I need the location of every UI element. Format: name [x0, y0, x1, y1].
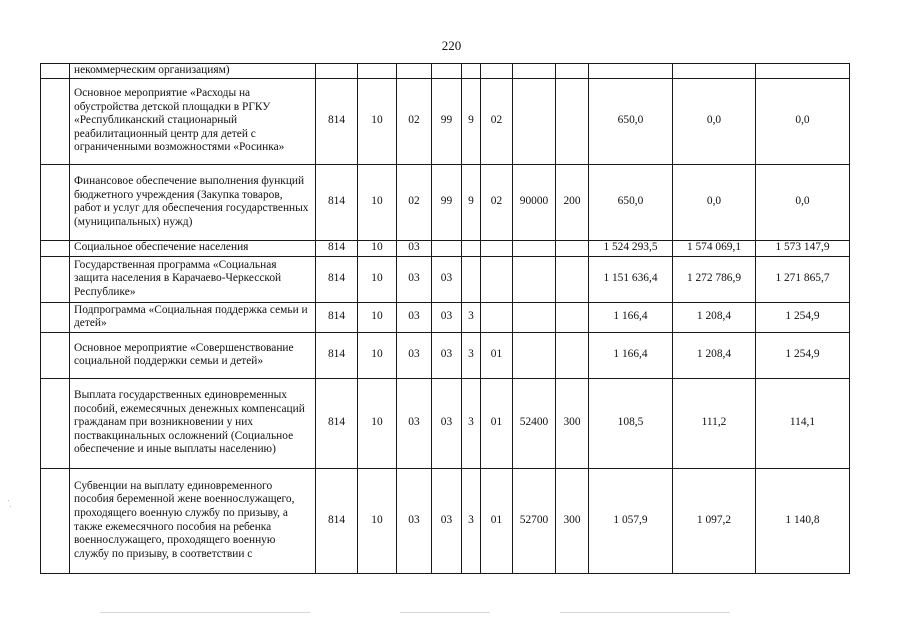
row-name-cell: Государственная программа «Социальная защита населения в Карачаево-Черкесской Республике» [70, 256, 316, 302]
table-body [41, 64, 850, 574]
table-row [41, 378, 850, 468]
row-index-cell [41, 468, 70, 573]
amount-year2-cell: 0,0 [673, 78, 756, 164]
subprogram-code-cell [462, 256, 481, 302]
event-code-cell: 01 [481, 468, 513, 573]
event-code-cell [481, 64, 513, 79]
row-name-cell: Финансовое обеспечение выполнения функций бюджетного учреждения (Закупка товаров, работ и услуг для обеспечения государственных (муниципальных) нужд) [70, 164, 316, 240]
grbs-code-cell: 814 [316, 378, 358, 468]
subsection-code-cell: 02 [397, 164, 432, 240]
expense-type-cell [556, 256, 589, 302]
subsection-code-cell [397, 64, 432, 79]
amount-year1-cell: 1 166,4 [589, 302, 673, 332]
subprogram-code-cell [462, 240, 481, 256]
amount-year3-cell: 1 254,9 [756, 332, 850, 378]
program-code-cell: 99 [432, 164, 462, 240]
event-code-cell: 01 [481, 378, 513, 468]
amount-year3-cell: 1 140,8 [756, 468, 850, 573]
row-index-cell [41, 240, 70, 256]
amount-year1-cell: 650,0 [589, 78, 673, 164]
subprogram-code-cell: 9 [462, 78, 481, 164]
program-code-cell: 03 [432, 378, 462, 468]
expense-type-cell [556, 332, 589, 378]
program-code-cell [432, 240, 462, 256]
subprogram-code-cell [462, 64, 481, 79]
expense-type-cell: 300 [556, 378, 589, 468]
subsection-code-cell: 03 [397, 240, 432, 256]
program-code-cell: 03 [432, 332, 462, 378]
section-code-cell: 10 [358, 256, 397, 302]
expense-direction-cell: 52400 [513, 378, 556, 468]
row-index-cell [41, 302, 70, 332]
row-index-cell [41, 256, 70, 302]
event-code-cell: 01 [481, 332, 513, 378]
table-row [41, 240, 850, 256]
subsection-code-cell: 03 [397, 302, 432, 332]
grbs-code-cell: 814 [316, 468, 358, 573]
grbs-code-cell [316, 64, 358, 79]
amount-year2-cell: 1 208,4 [673, 332, 756, 378]
program-code-cell: 03 [432, 468, 462, 573]
amount-year2-cell: 1 272 786,9 [673, 256, 756, 302]
program-code-cell [432, 64, 462, 79]
amount-year1-cell: 1 151 636,4 [589, 256, 673, 302]
expense-direction-cell [513, 256, 556, 302]
program-code-cell: 03 [432, 302, 462, 332]
row-name-cell: Основное мероприятие «Расходы на обустройства детской площадки в РГКУ «Республиканский стационарный реабилитационный центр для детей с ограниченными возможностями «Росинка» [70, 78, 316, 164]
row-index-cell [41, 332, 70, 378]
expense-direction-cell: 52700 [513, 468, 556, 573]
expense-direction-cell: 90000 [513, 164, 556, 240]
expense-direction-cell [513, 332, 556, 378]
subsection-code-cell: 02 [397, 78, 432, 164]
grbs-code-cell: 814 [316, 256, 358, 302]
grbs-code-cell: 814 [316, 240, 358, 256]
expense-direction-cell [513, 78, 556, 164]
expense-direction-cell [513, 302, 556, 332]
section-code-cell: 10 [358, 332, 397, 378]
amount-year3-cell [756, 64, 850, 79]
subprogram-code-cell: 3 [462, 332, 481, 378]
expense-type-cell [556, 64, 589, 79]
event-code-cell: 02 [481, 164, 513, 240]
event-code-cell [481, 240, 513, 256]
subsection-code-cell: 03 [397, 378, 432, 468]
grbs-code-cell: 814 [316, 78, 358, 164]
amount-year2-cell: 0,0 [673, 164, 756, 240]
table-row [41, 64, 850, 79]
expense-type-cell [556, 78, 589, 164]
event-code-cell [481, 302, 513, 332]
subprogram-code-cell: 3 [462, 378, 481, 468]
amount-year1-cell: 1 057,9 [589, 468, 673, 573]
row-index-cell [41, 164, 70, 240]
subprogram-code-cell: 3 [462, 468, 481, 573]
section-code-cell: 10 [358, 302, 397, 332]
amount-year1-cell: 1 166,4 [589, 332, 673, 378]
amount-year3-cell: 0,0 [756, 164, 850, 240]
amount-year2-cell: 1 574 069,1 [673, 240, 756, 256]
amount-year1-cell: 108,5 [589, 378, 673, 468]
page-number: 220 [441, 38, 462, 53]
budget-table [40, 63, 850, 574]
subsection-code-cell: 03 [397, 332, 432, 378]
row-name-cell: Основное мероприятие «Совершенствование социальной поддержки семьи и детей» [70, 332, 316, 378]
table-row [41, 164, 850, 240]
row-name-cell: Подпрограмма «Социальная поддержка семьи и детей» [70, 302, 316, 332]
table-row [41, 302, 850, 332]
grbs-code-cell: 814 [316, 302, 358, 332]
row-index-cell [41, 78, 70, 164]
expense-direction-cell [513, 64, 556, 79]
amount-year2-cell: 1 208,4 [673, 302, 756, 332]
table-row [41, 468, 850, 573]
subprogram-code-cell: 9 [462, 164, 481, 240]
subprogram-code-cell: 3 [462, 302, 481, 332]
expense-type-cell: 300 [556, 468, 589, 573]
table-row [41, 332, 850, 378]
amount-year1-cell: 1 524 293,5 [589, 240, 673, 256]
expense-type-cell [556, 302, 589, 332]
event-code-cell [481, 256, 513, 302]
amount-year3-cell: 1 254,9 [756, 302, 850, 332]
section-code-cell: 10 [358, 468, 397, 573]
amount-year1-cell: 650,0 [589, 164, 673, 240]
amount-year3-cell: 1 573 147,9 [756, 240, 850, 256]
section-code-cell: 10 [358, 78, 397, 164]
grbs-code-cell: 814 [316, 332, 358, 378]
row-name-cell: Субвенции на выплату единовременного пособия беременной жене военнослужащего, проходящего военную службу по призыву, а также ежемесячного пособия на ребенка военнослужащего, проходящего военную службу по призыву, в соответствии с [70, 468, 316, 573]
row-name-cell: Выплата государственных единовременных пособий, ежемесячных денежных компенсаций гражданам при возникновении у них поствакцинальных осложнений (Социальное обеспечение и иные выплаты населению) [70, 378, 316, 468]
expense-type-cell: 200 [556, 164, 589, 240]
amount-year2-cell: 1 097,2 [673, 468, 756, 573]
table-row [41, 78, 850, 164]
section-code-cell: 10 [358, 378, 397, 468]
section-code-cell: 10 [358, 164, 397, 240]
expense-type-cell [556, 240, 589, 256]
program-code-cell: 99 [432, 78, 462, 164]
subsection-code-cell: 03 [397, 256, 432, 302]
row-index-cell [41, 378, 70, 468]
subsection-code-cell: 03 [397, 468, 432, 573]
amount-year2-cell: 111,2 [673, 378, 756, 468]
row-name-cell: Социальное обеспечение населения [70, 240, 316, 256]
event-code-cell: 02 [481, 78, 513, 164]
row-index-cell [41, 64, 70, 79]
section-code-cell [358, 64, 397, 79]
amount-year3-cell: 0,0 [756, 78, 850, 164]
amount-year3-cell: 1 271 865,7 [756, 256, 850, 302]
table-row [41, 256, 850, 302]
program-code-cell: 03 [432, 256, 462, 302]
amount-year2-cell [673, 64, 756, 79]
expense-direction-cell [513, 240, 556, 256]
row-name-cell: некоммерческим организациям) [70, 64, 316, 79]
amount-year3-cell: 114,1 [756, 378, 850, 468]
grbs-code-cell: 814 [316, 164, 358, 240]
section-code-cell: 10 [358, 240, 397, 256]
amount-year1-cell [589, 64, 673, 79]
